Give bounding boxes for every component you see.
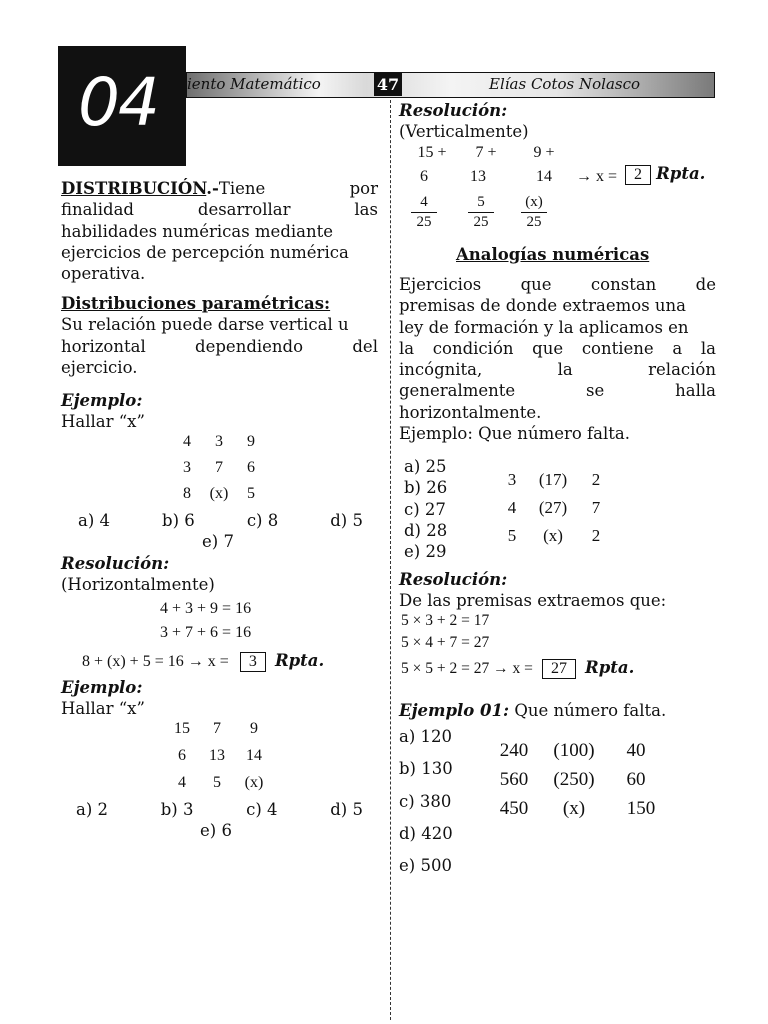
resolution-1-heading [61,553,215,596]
parametric-heading: Distribuciones paramétricas: [61,294,331,313]
answer-box: 2 [625,165,651,185]
chapter-number: 04 [78,64,158,141]
example-4-grid [493,740,669,827]
option-a: a) 25 [404,457,447,476]
grid-cell: (x) [562,798,586,819]
example-title: Ejemplo: [61,391,143,410]
resolution-3-equations [401,610,489,654]
resolution-2-sums [412,144,617,192]
numerator: (x) [521,194,547,213]
grid-cell: 2 [591,526,601,545]
example-4-options [399,721,453,882]
grid-cell: 40 [626,740,646,761]
text-word: la [557,360,573,380]
example-1-heading [61,390,145,433]
grid-cell: 7 [213,720,221,737]
text-line: premisas de donde extraemos una [399,296,686,316]
text-word: dependiendo [195,336,304,356]
equation-line: 5 × 4 + 7 = 27 [401,634,490,651]
text-line: habilidades numéricas mediante [61,221,334,241]
example-2-grid [165,720,273,801]
text-word: desarrollar [197,200,291,220]
sum-cell: 7 + [475,144,497,161]
fraction [468,194,494,231]
example-title: Ejemplo: [61,678,143,697]
numerator: 5 [468,194,494,213]
grid-cell: 15 [174,720,190,737]
text-word: que [520,275,552,294]
example-prompt: Hallar “x” [61,412,145,432]
grid-cell: 3 [183,459,191,476]
option-c: c) 8 [246,511,279,530]
text-word: del [352,336,378,356]
equation-line: → x = [576,168,618,185]
option-b: b) 26 [404,478,448,498]
resolution-1-answer [82,650,324,672]
grid-cell: (x) [244,774,264,791]
page-number: 47 [374,73,402,96]
resolution-2-answer [625,163,705,185]
grid-cell: 4 [507,498,517,517]
resolution-2-heading [399,100,529,143]
answer-label: Rpta. [274,651,325,670]
option-e: e) 500 [399,856,452,876]
option-c: c) 380 [399,791,452,811]
resolution-title: Resolución: [399,101,508,120]
grid-cell: 3 [507,470,517,489]
sum-cell: 14 [536,168,552,185]
resolution-3-heading [399,569,666,612]
grid-cell: 60 [626,769,646,790]
resolution-title: Resolución: [399,570,508,589]
example-3-options [404,456,447,562]
equation-line: 4 + 3 + 9 = 16 [160,600,252,617]
grid-cell: (250) [553,769,595,790]
option-b: b) 130 [399,759,453,779]
example-2-options [76,799,363,842]
grid-cell: 560 [499,769,529,790]
option-d: d) 5 [330,800,363,819]
equation-line: 3 + 7 + 6 = 16 [160,624,252,641]
chapter-number-block [58,46,186,166]
parametric-paragraph [61,293,378,378]
answer-box: 3 [240,652,266,672]
option-b: b) 3 [160,800,194,819]
grid-cell: 8 [183,485,191,502]
option-d: d) 420 [399,823,453,843]
grid-cell: 14 [246,747,262,764]
grid-cell: 9 [250,720,258,737]
fraction [521,194,547,231]
sum-cell: 15 + [417,144,447,161]
text-word: halla [675,381,716,401]
example-2-heading [61,677,145,720]
grid-cell: 13 [209,747,225,764]
grid-cell: (27) [538,498,568,517]
option-e: e) 7 [202,532,234,552]
example-3-grid [502,470,608,554]
text-word: constan [590,275,657,294]
text-word: por [349,179,378,198]
grid-cell: 4 [183,433,191,450]
option-e: e) 6 [200,821,232,841]
grid-cell: (100) [553,740,595,761]
author-name: Elías Cotos Nolasco [489,75,641,93]
text-word: Tiene [218,179,266,198]
grid-cell: 6 [178,747,186,764]
grid-cell: (17) [538,470,568,489]
example-1-options [78,510,363,553]
denominator: 25 [473,214,489,230]
grid-cell: 6 [247,459,255,476]
text-word: incógnita, [399,360,483,380]
equation-line: 5 × 5 + 2 = 27 → x = [401,660,533,677]
column-divider [390,100,391,1020]
grid-cell: (x) [209,485,229,502]
example-prompt: Que número falta. [514,701,667,720]
grid-cell: 7 [215,459,223,476]
text-word: se [586,381,605,401]
heading-separator: .- [206,179,219,198]
text-line: ley de formación y la aplicamos en [399,317,689,337]
resolution-1-equations [160,597,251,645]
text-line: la condición que contiene a la [399,338,716,358]
text-word: finalidad [61,200,134,220]
text-word: Ejercicios [399,275,482,294]
example-4-heading [399,700,666,721]
numerator: 4 [411,194,437,213]
distribution-heading: DISTRIBUCIÓN [61,179,207,198]
option-e: e) 29 [404,542,447,562]
sum-cell: 6 [420,168,428,185]
text-word: de [695,275,716,294]
grid-cell: 4 [178,774,186,791]
text-line: Ejemplo: Que número falta. [399,424,630,444]
denominator: 25 [416,214,432,230]
option-c: c) 4 [246,800,278,819]
text-line: operativa. [61,264,146,284]
grid-cell: (x) [543,526,563,545]
equation-line: 8 + (x) + 5 = 16 → x = [82,653,229,670]
text-word: generalmente [399,381,516,401]
answer-label: Rpta. [656,164,706,183]
example-title: Ejemplo 01: [399,701,510,720]
fraction [411,194,437,231]
grid-cell: 2 [591,470,601,489]
option-a: a) 120 [399,727,453,746]
analogies-heading: Analogías numéricas [456,245,650,264]
option-b: b) 6 [162,511,195,530]
answer-box: 27 [542,659,576,679]
text-line: Su relación puede darse vertical u [61,315,349,335]
grid-cell: 9 [247,433,255,450]
grid-cell: 150 [626,798,656,819]
distribution-paragraph [61,178,378,284]
option-a: a) 2 [76,800,109,819]
option-c: c) 27 [404,499,446,519]
analogies-paragraph [399,274,716,444]
option-d: d) 5 [330,511,363,530]
resolution-3-answer [401,657,634,679]
sum-cell: 13 [470,168,486,185]
grid-cell: 5 [507,526,517,545]
resolution-mode: (Verticalmente) [399,122,529,142]
text-word: relación [648,360,716,380]
resolution-title: Resolución: [61,554,170,573]
grid-cell: 3 [215,433,223,450]
grid-cell: 450 [499,798,529,819]
grid-cell: 5 [247,485,255,502]
resolution-mode: (Horizontalmente) [61,575,215,595]
grid-cell: 5 [213,774,221,791]
sum-cell: 9 + [533,144,555,161]
text-word: las [354,200,378,220]
book-title: iento Matemático [187,75,321,93]
text-line: ejercicio. [61,357,138,377]
grid-cell: 240 [499,740,529,761]
example-1-grid [172,433,272,511]
option-d: d) 28 [404,520,448,540]
example-prompt: Hallar “x” [61,699,145,719]
answer-label: Rpta. [585,658,635,677]
option-a: a) 4 [78,511,111,530]
text-line: horizontalmente. [399,402,542,422]
header-band [186,72,715,98]
text-word: horizontal [61,336,146,356]
resolution-2-fractions [411,194,547,231]
resolution-intro: De las premisas extraemos que: [399,591,667,611]
text-line: ejercicios de percepción numérica [61,242,349,262]
grid-cell: 7 [591,498,601,517]
equation-line: 5 × 3 + 2 = 17 [401,612,490,629]
denominator: 25 [526,214,542,230]
